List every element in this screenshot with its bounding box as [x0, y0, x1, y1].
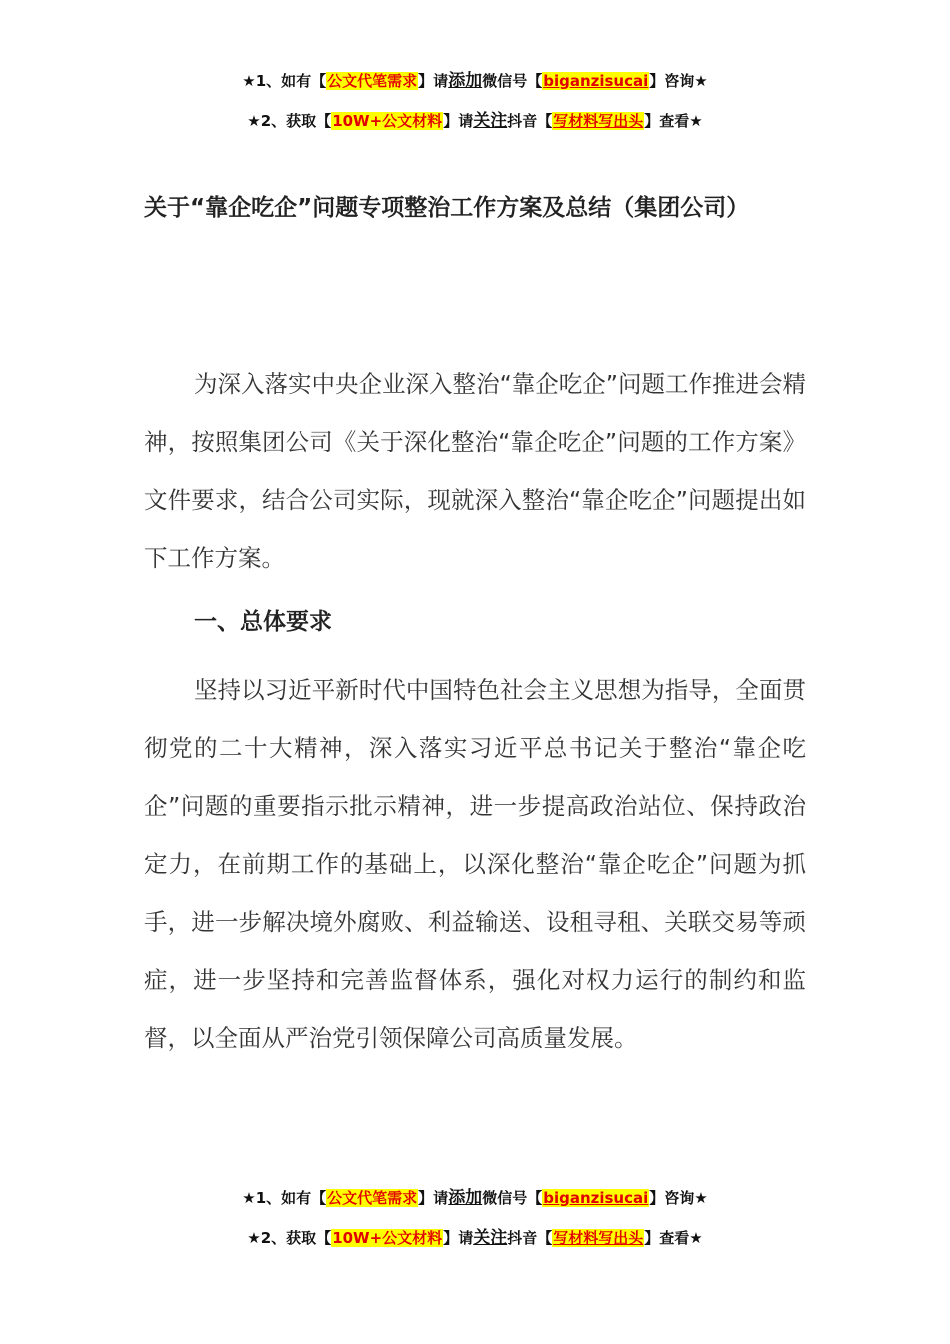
banner-suffix: 】查看★: [644, 1229, 703, 1247]
intro-paragraph: 为深入落实中央企业深入整治“靠企吃企”问题工作推进会精神，按照集团公司《关于深化整治“靠企吃企”问题的工作方案》文件要求，结合公司实际，现就深入整治“靠企吃企”问题提出如下工作方案。: [144, 370, 806, 572]
highlight-materials: 10W+公文材料: [332, 1229, 443, 1247]
banner-text: 抖音【: [507, 1229, 553, 1247]
highlight-ghostwriting: 公文代笔需求: [327, 72, 418, 90]
banner-text: 】请: [443, 1229, 474, 1247]
highlight-ghostwriting: 公文代笔需求: [327, 1189, 418, 1207]
banner-suffix: 】咨询★: [649, 72, 708, 90]
bottom-banner-line-1: [0, 1187, 950, 1209]
banner-suffix: 】查看★: [644, 112, 703, 130]
section-heading: 一、总体要求: [194, 609, 332, 635]
banner-text: 微信号【: [482, 72, 543, 90]
top-banner-line-2: [0, 110, 950, 132]
banner-text: 】请: [418, 1189, 449, 1207]
underlined-add: 添加: [448, 71, 483, 91]
banner-text: 微信号【: [482, 1189, 543, 1207]
wechat-id[interactable]: biganzisucai: [543, 1189, 649, 1207]
banner-text: 抖音【: [507, 112, 553, 130]
underlined-follow: 关注: [473, 1228, 508, 1248]
douyin-account[interactable]: 写材料写出头: [553, 1229, 644, 1247]
top-banner-line-1: [0, 70, 950, 92]
highlight-materials: 10W+公文材料: [332, 112, 443, 130]
banner-prefix: ★2、获取【: [247, 112, 332, 130]
banner-prefix: ★1、如有【: [242, 72, 327, 90]
banner-prefix: ★2、获取【: [247, 1229, 332, 1247]
banner-prefix: ★1、如有【: [242, 1189, 327, 1207]
section-body-paragraph: 坚持以习近平新时代中国特色社会主义思想为指导，全面贯彻党的二十大精神，深入落实习近平总书记关于整治“靠企吃企”问题的重要指示批示精神，进一步提高政治站位、保持政治定力，在前期工作的基础上，以深化整治“靠企吃企”问题为抓手，进一步解决境外腐败、利益输送、设租寻租、关联交易等顽症，进一步坚持和完善监督体系，强化对权力运行的制约和监督，以全面从严治党引领保障公司高质量发展。: [144, 676, 806, 1052]
underlined-add: 添加: [448, 1188, 483, 1208]
document-title: 关于“靠企吃企”问题专项整治工作方案及总结（集团公司）: [144, 195, 750, 221]
banner-text: 】请: [418, 72, 449, 90]
douyin-account[interactable]: 写材料写出头: [553, 112, 644, 130]
banner-text: 】请: [443, 112, 474, 130]
wechat-id[interactable]: biganzisucai: [543, 72, 649, 90]
bottom-banner-line-2: [0, 1227, 950, 1249]
underlined-follow: 关注: [473, 111, 508, 131]
banner-suffix: 】咨询★: [649, 1189, 708, 1207]
